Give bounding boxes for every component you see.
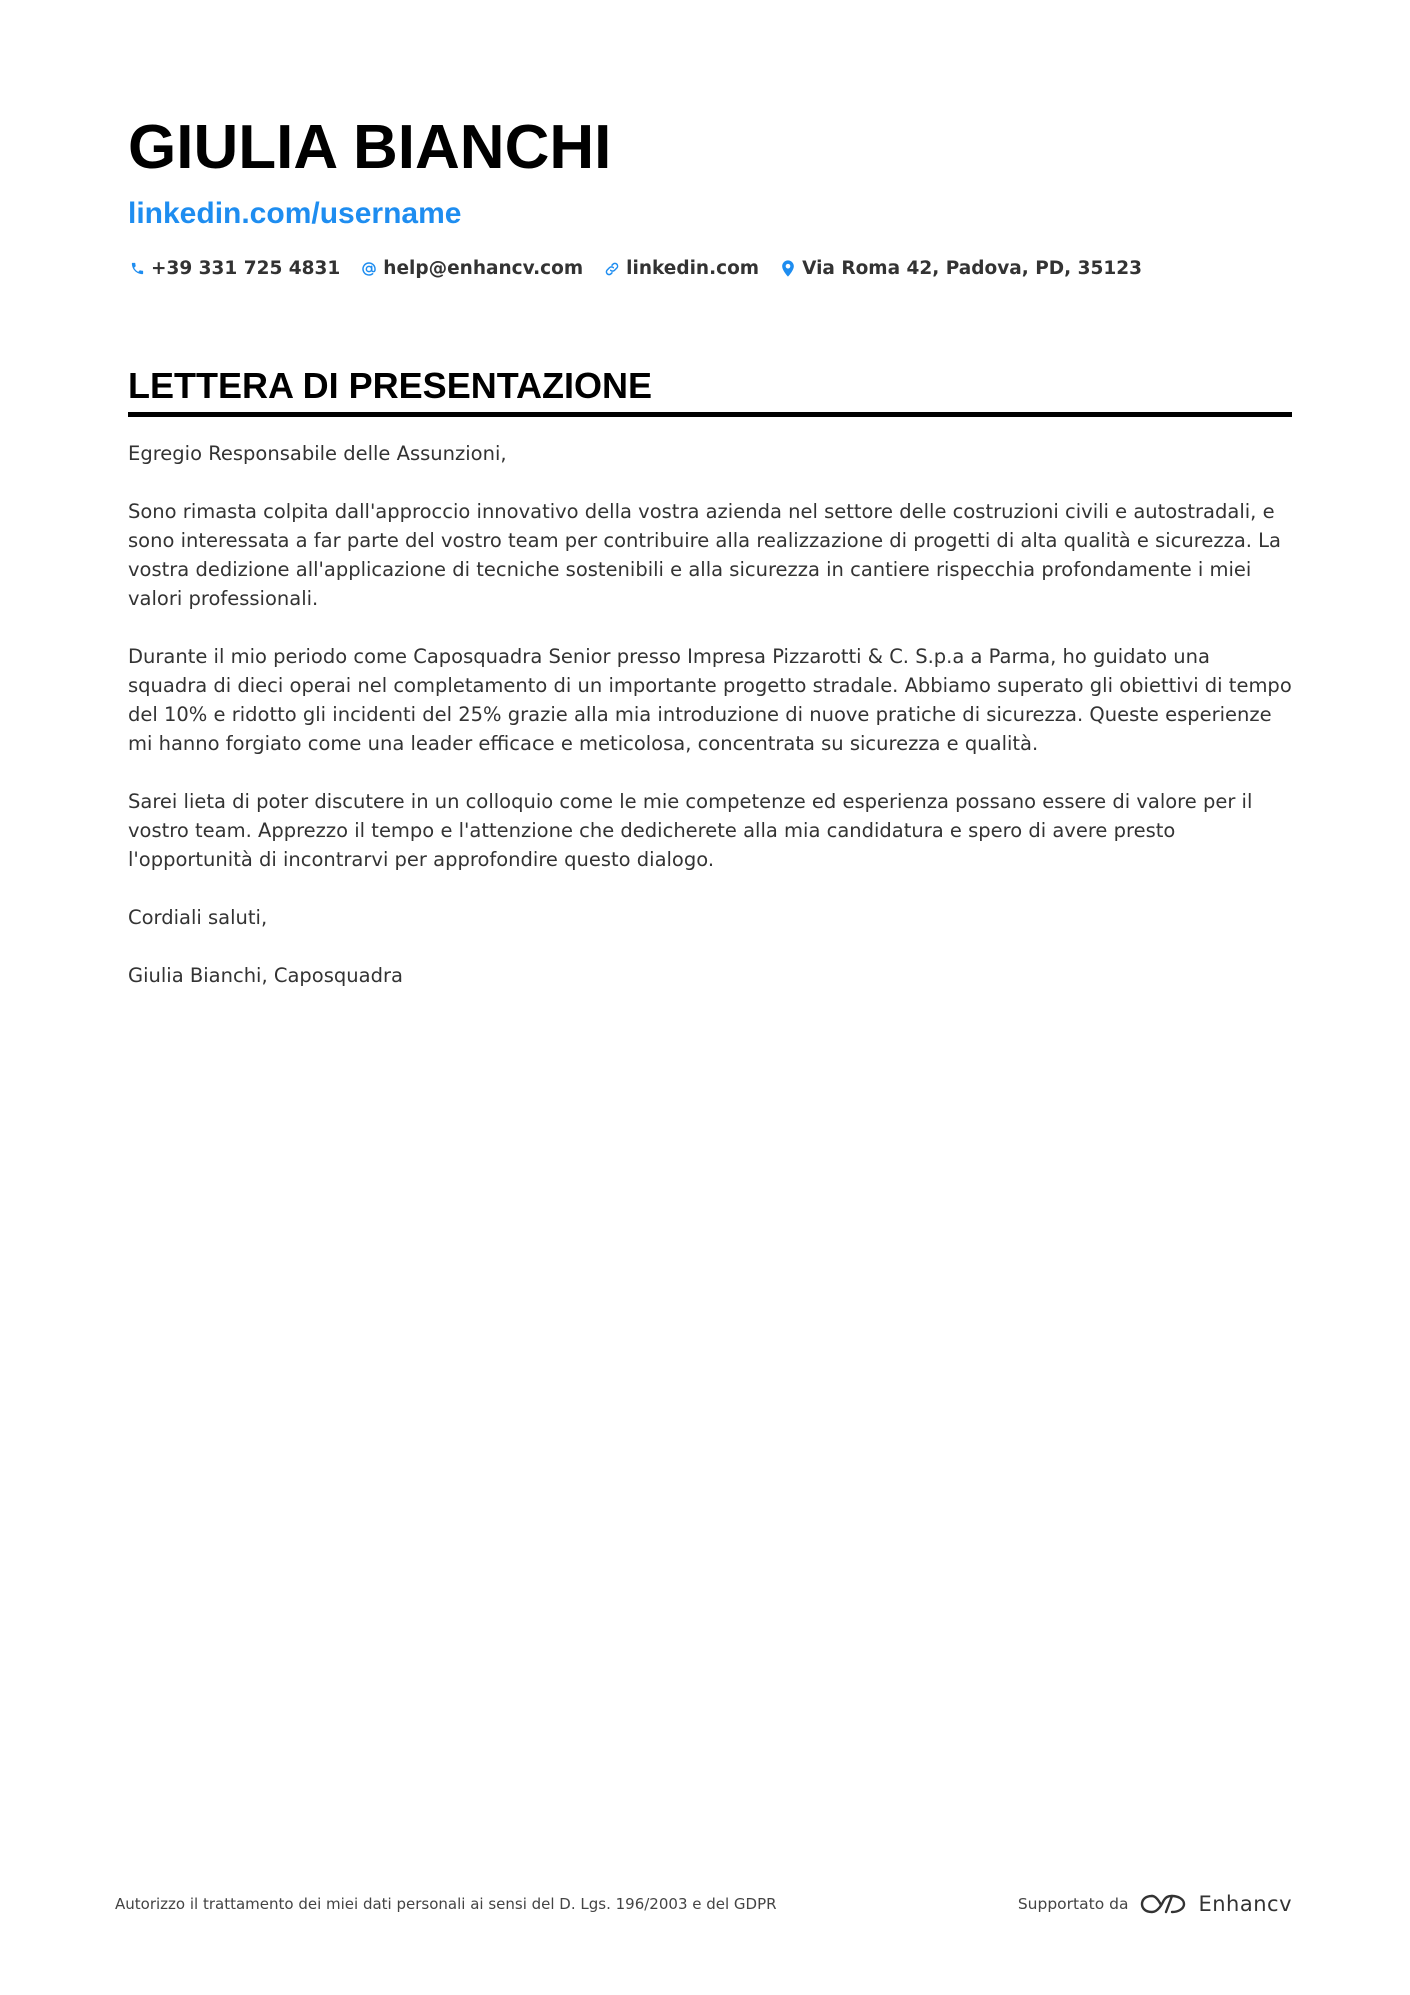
footer	[115, 1892, 1292, 1916]
at-icon	[360, 260, 378, 278]
contact-address-text: Via Roma 42, Padova, PD, 35123	[802, 258, 1142, 279]
cover-letter-section	[128, 362, 1292, 1019]
profile-subtitle[interactable]: linkedin.com/username	[128, 197, 462, 230]
section-title: LETTERA DI PRESENTAZIONE	[128, 362, 1292, 417]
location-pin-icon	[779, 260, 797, 278]
letter-signature: Giulia Bianchi, Caposquadra	[128, 964, 403, 987]
letter-body	[128, 439, 1292, 990]
letter-paragraph: Sarei lieta di poter discutere in un colloquio come le mie competenze ed esperienza possano essere di valore per il vostro team. Apprezzo il tempo e l'attenzione che dedicherete alla mia candidatura e spero di avere presto l'opportunità di incontrarvi per approfondire questo dialogo.	[128, 790, 1253, 871]
enhancv-logo-icon	[1140, 1892, 1186, 1916]
candidate-name: GIULIA BIANCHI	[128, 113, 612, 182]
contact-bar	[128, 258, 1292, 279]
contact-website-text: linkedin.com	[626, 258, 760, 279]
brand-name: Enhancv	[1198, 1892, 1292, 1916]
contact-email-text: help@enhancv.com	[383, 258, 584, 279]
contact-website[interactable]	[603, 258, 759, 279]
letter-closing: Cordiali saluti,	[128, 906, 268, 929]
powered-by[interactable]	[1018, 1892, 1292, 1916]
contact-phone[interactable]	[128, 258, 340, 279]
letter-paragraph: Sono rimasta colpita dall'approccio innovativo della vostra azienda nel settore delle costruzioni civili e autostradali, e sono interessata a far parte del vostro team per contribuire alla realizzazione di progetti di alta qualità e sicurezza. La vostra dedizione all'applicazione di tecniche sostenibili e alla sicurezza in cantiere rispecchia profondamente i miei valori professionali.	[128, 500, 1281, 610]
contact-address	[779, 258, 1142, 279]
link-icon	[603, 260, 621, 278]
letter-salutation: Egregio Responsabile delle Assunzioni,	[128, 442, 507, 465]
letter-paragraph: Durante il mio periodo come Caposquadra Senior presso Impresa Pizzarotti & C. S.p.a a Parma, ho guidato una squadra di dieci operai nel completamento di un importante progetto stradale. Abbiamo superato gli obiettivi di tempo del 10% e ridotto gli incidenti del 25% grazie alla mia introduzione di nuove pratiche di sicurezza. Queste esperienze mi hanno forgiato come una leader efficace e meticolosa, concentrata su sicurezza e qualità.	[128, 645, 1292, 755]
powered-by-label: Supportato da	[1017, 1895, 1129, 1913]
contact-email[interactable]	[360, 258, 583, 279]
header	[128, 108, 1292, 279]
contact-phone-text: +39 331 725 4831	[151, 258, 341, 279]
privacy-consent: Autorizzo il trattamento dei miei dati personali ai sensi del D. Lgs. 196/2003 e del GDPR	[115, 1895, 777, 1913]
phone-icon	[128, 260, 146, 278]
